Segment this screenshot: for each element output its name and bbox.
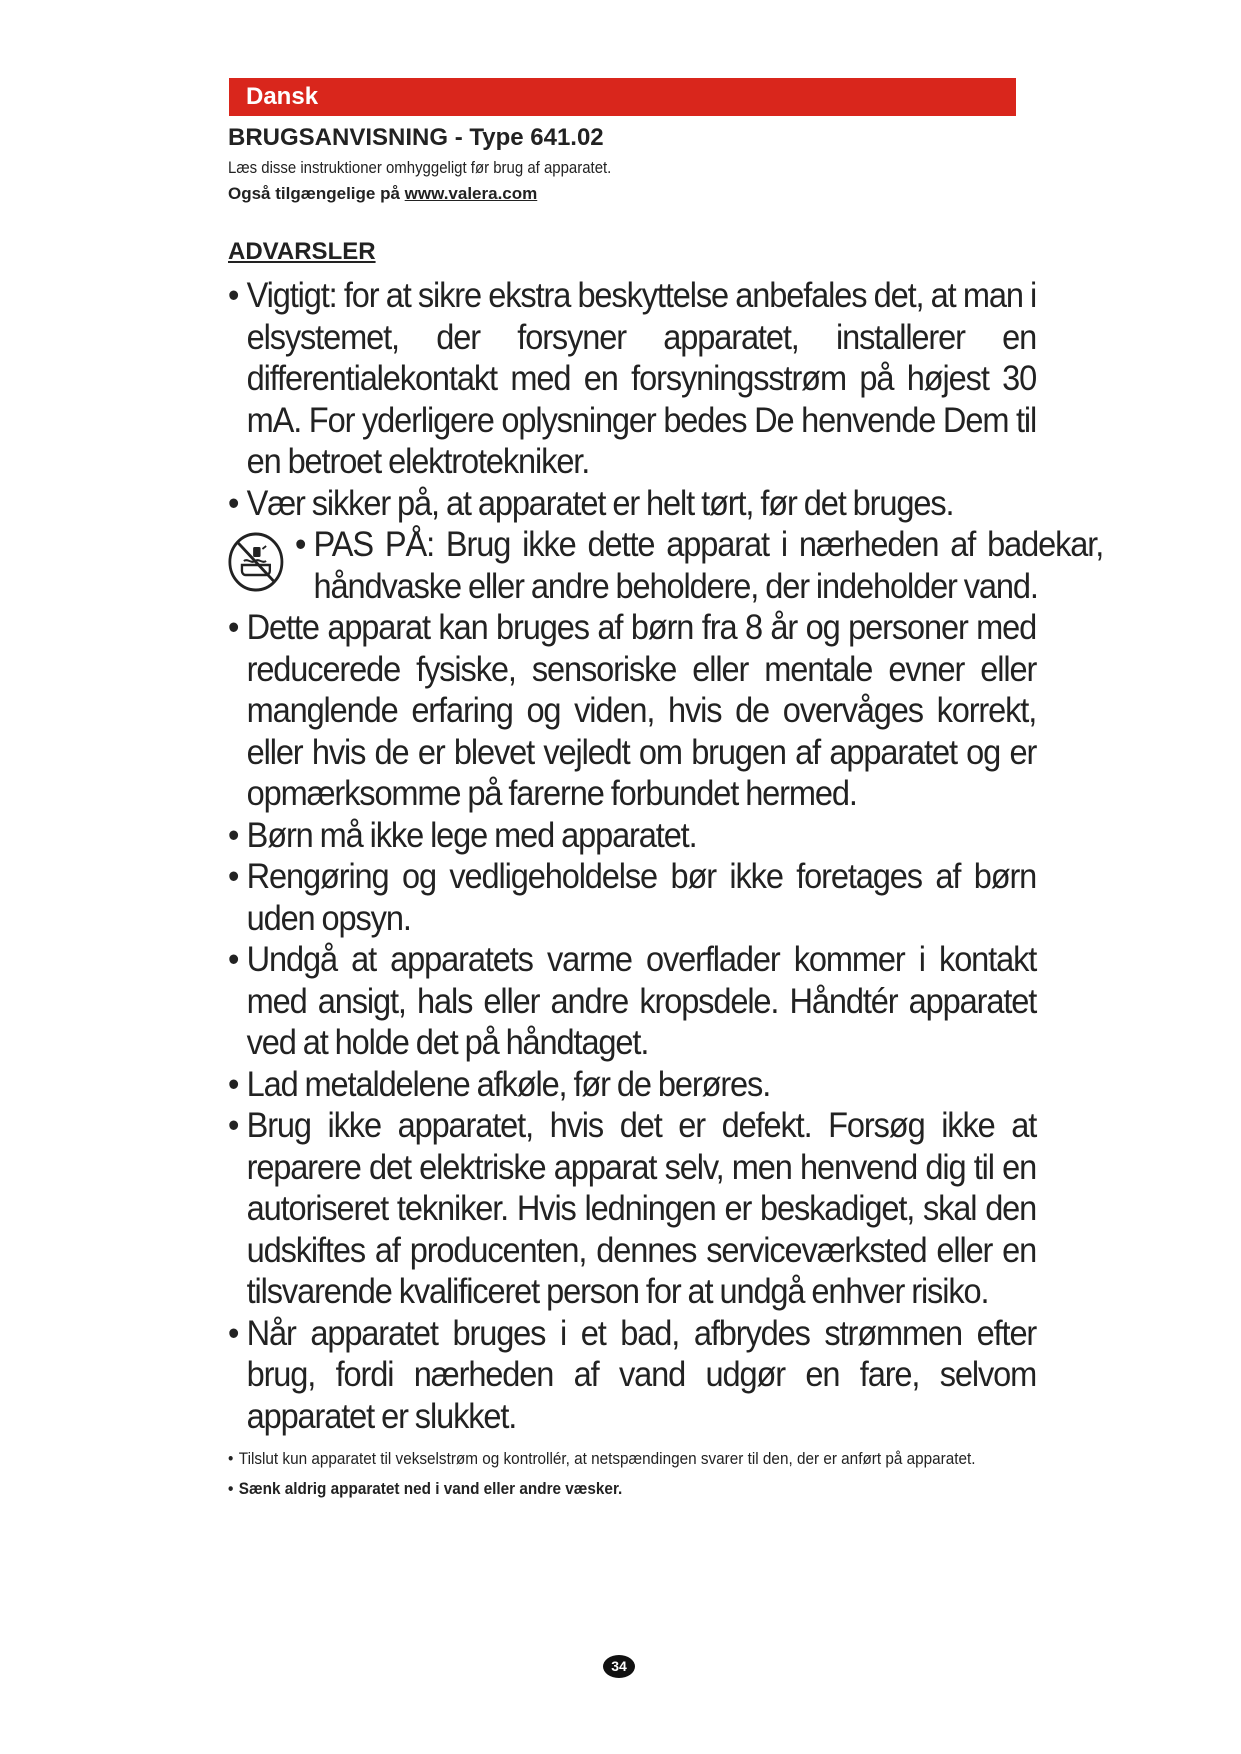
- availability-prefix: Også tilgængelige på: [228, 184, 400, 203]
- availability-line: [228, 184, 1018, 204]
- warnings-list: [228, 275, 1104, 1501]
- language-band: [229, 78, 1016, 116]
- bullet: •: [228, 815, 240, 855]
- bullet: •: [228, 1313, 240, 1353]
- warning-text: Rengøring og vedligeholdelse bør ikke foretages af børn uden opsyn.: [246, 857, 1037, 938]
- warning-item: [228, 1313, 1036, 1438]
- warning-item-water: [228, 524, 1103, 607]
- warning-item: [228, 815, 1036, 857]
- small-warning-text: Tilslut kun apparatet til vekselstrøm og kontrollér, at netspændingen svarer til den, der er anført på apparatet.: [238, 1449, 976, 1468]
- warning-item: [228, 275, 1036, 483]
- warning-text: Brug ikke apparatet, hvis det er defekt. Forsøg ikke at reparere det elektriske apparat selv, men henvend dig til en autoriseret tekniker. Hvis ledningen er beskadiget, skal den udskiftes af producenten, dennes serviceværksted eller en tilsvarende kvalificeret person for at undgå enhver risiko.: [246, 1106, 1037, 1311]
- bullet: •: [228, 940, 240, 979]
- section-heading: ADVARSLER: [228, 238, 376, 265]
- small-warning-item: [228, 1477, 1020, 1501]
- bullet: •: [228, 1449, 234, 1468]
- warning-text: Lad metaldelene afkøle, før de berøres.: [246, 1064, 771, 1104]
- warning-item: [228, 856, 1036, 939]
- page-number-badge: [603, 1655, 635, 1678]
- warning-item: [228, 1105, 1036, 1313]
- warning-text: Vigtigt: for at sikre ekstra beskyttelse anbefales det, at man i elsystemet, der forsyner apparatet, installerer en differentialekontakt med en forsyningsstrøm på højest 30 mA. For yderligere oplysninger bedes De henvende Dem til en betroet elektrotekniker.: [246, 276, 1037, 481]
- bullet: •: [228, 1479, 234, 1498]
- warning-text: Vær sikker på, at apparatet er helt tørt, før det bruges.: [246, 483, 954, 523]
- bullet: •: [294, 525, 307, 564]
- warning-item: [228, 939, 1036, 1064]
- website-link[interactable]: www.valera.com: [404, 184, 538, 203]
- small-warning-text: Sænk aldrig apparatet ned i vand eller andre væsker.: [238, 1479, 623, 1498]
- language-label: Dansk: [246, 83, 319, 110]
- bullet: •: [228, 1064, 240, 1104]
- bullet: •: [228, 1106, 240, 1145]
- warning-text: Dette apparat kan bruges af børn fra 8 år og personer med reducerede fysiske, sensoriske eller mentale evner eller manglende erfaring og viden, hvis de overvåges korrekt, eller hvis de er blevet vejledt om brugen af apparatet og er opmærksomme på farerne forbundet hermed.: [246, 608, 1037, 813]
- document-subtitle: Læs disse instruktioner omhyggeligt før brug af apparatet.: [228, 158, 612, 177]
- document-title: BRUGSANVISNING - Type 641.02: [228, 124, 604, 151]
- warning-text: PAS PÅ: Brug ikke dette apparat i nærheden af badekar, håndvaske eller andre beholdere, der indeholder vand.: [313, 525, 1104, 606]
- warning-text: Når apparatet bruges i et bad, afbrydes strømmen efter brug, fordi nærheden af vand udgør en fare, selvom apparatet er slukket.: [246, 1313, 1037, 1436]
- bullet: •: [228, 483, 240, 523]
- bullet: •: [228, 608, 240, 647]
- warning-item: [228, 483, 1036, 525]
- page-number: 34: [611, 1658, 627, 1674]
- warning-item: [228, 607, 1036, 815]
- warning-item: [228, 1064, 1036, 1106]
- warning-text: Børn må ikke lege med apparatet.: [246, 815, 697, 855]
- no-bath-water-icon: [227, 531, 285, 593]
- small-warning-item: [228, 1447, 1020, 1471]
- bullet: •: [228, 857, 240, 896]
- bullet: •: [228, 276, 240, 315]
- warning-text: Undgå at apparatets varme overflader kommer i kontakt med ansigt, hals eller andre kropsdele. Håndtér apparatet ved at holde det på håndtaget.: [246, 940, 1037, 1062]
